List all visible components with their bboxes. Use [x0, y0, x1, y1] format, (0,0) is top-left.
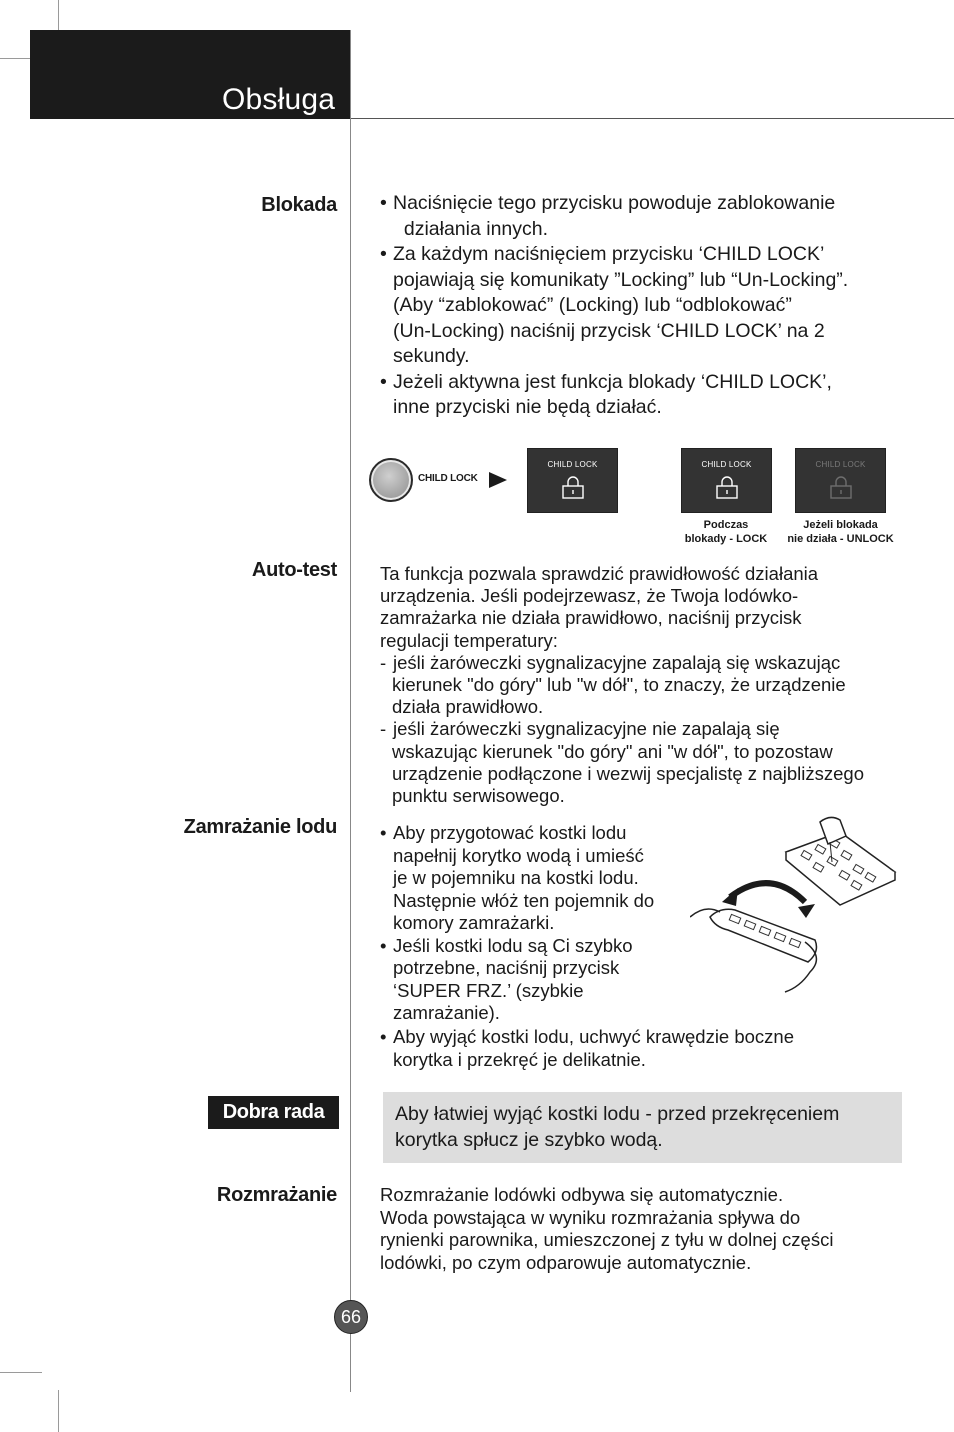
arrow-right-icon [489, 472, 507, 488]
ice-tray-illustration [690, 812, 900, 1002]
freezing-text-continued [380, 1026, 900, 1071]
list-item: • Za każdym naciśnięciem przycisku ‘CHILD LOCK’ pojawiają się komunikaty ”Locking” lub “Un-Locking”. (Aby “zablokować” (Locking) lub “odblokować” (Un-Locking) naciśnij przycisk ‘CHILD LOCK’ na 2 sekundy. [380, 243, 849, 367]
crop-mark [58, 1390, 59, 1432]
section-label-defrost: Rozmrażanie [216, 1184, 337, 1206]
page-number: 66 [334, 1300, 368, 1334]
defrost-text: Rozmrażanie lodówki odbywa się automatycznie. Woda powstająca w wyniku rozmrażania spływa do rynienki parownika, umieszczonej z tyłu w dolnej części lodówki, po czym odparowuje automatycznie. [380, 1184, 834, 1273]
page-title: Obsługa [222, 83, 336, 116]
section-label-tip: Dobra rada [208, 1096, 339, 1129]
section-label-freezing: Zamrażanie lodu [183, 816, 337, 838]
padlock-icon [828, 474, 854, 500]
panel-label: CHILD LOCK [701, 460, 752, 469]
tip-text: Aby łatwiej wyjąć kostki lodu - przed przekręceniem korytka spłucz je szybko wodą. [395, 1103, 840, 1151]
list-item: • Naciśnięcie tego przycisku powoduje zablokowanie działania innych. [380, 192, 836, 240]
list-item: • Jeżeli aktywna jest funkcja blokady ‘CHILD LOCK’, inne przyciski nie będą działać. [380, 370, 832, 418]
tip-box [383, 1092, 902, 1163]
blokada-text [380, 191, 900, 421]
list-item: • Jeśli kostki lodu są Ci szybko potrzebne, naciśnij przycisk ‘SUPER FRZ.’ (szybkie zamrażanie). [380, 934, 633, 1023]
list-item: - jeśli żaróweczki sygnalizacyjne zapalają się wskazując kierunek "do góry" lub "w dół", to znaczy, że urządzenie działa prawidłowo. [380, 651, 846, 718]
panel-label: CHILD LOCK [815, 460, 866, 469]
crop-mark [0, 1372, 42, 1373]
child-lock-panel-unlocked [795, 448, 886, 513]
caption-unlock: Jeżeli blokada nie działa - UNLOCK [787, 519, 894, 545]
list-item: • Aby wyjąć kostki lodu, uchwyć krawędzie boczne korytka i przekręć je delikatnie. [380, 1026, 795, 1070]
child-lock-knob [369, 458, 413, 502]
list-item: • Aby przygotować kostki lodu napełnij korytko wodą i umieść je w pojemniku na kostki lodu. Następnie włóż ten pojemnik do komory zamrażarki. [380, 822, 655, 933]
list-item: - jeśli żaróweczki sygnalizacyjne nie zapalają się wskazując kierunek "do góry" ani "w dół", to pozostaw urządzenie podłączone i wezwij specjalistę z najbliższego punktu serwisowego. [380, 718, 865, 807]
caption-lock: Podczas blokady - LOCK [684, 519, 768, 545]
crop-mark [58, 0, 59, 30]
crop-mark [0, 58, 30, 59]
header-rule [351, 118, 954, 119]
knob-label: CHILD LOCK [418, 473, 478, 484]
child-lock-panel [527, 448, 618, 513]
autotest-text: Ta funkcja pozwala sprawdzić prawidłowość działania urządzenia. Jeśli podejrzewasz, że Twoja lodówko- zamrażarka nie działa prawidłowo, naciśnij przycisk regulacji temperatury: - jeśli żaróweczki sygnalizacyjne zapalają się wskazując kierunek "do góry" lub "w dół", to znaczy, że urządzenie działa prawidłowo. - jeśli żaróweczki sygnalizacyjne nie zapalają się wskazując kierunek "do góry" ani "w dół", to pozostaw urządzenie podłączone i wezwij specjalistę z najbliższego punktu serwisowego. [380, 563, 920, 807]
column-divider [350, 30, 351, 1392]
section-label-autotest: Auto-test [251, 559, 337, 581]
padlock-icon [714, 474, 740, 500]
panel-label: CHILD LOCK [547, 460, 598, 469]
padlock-icon [560, 474, 586, 500]
child-lock-panel-locked [681, 448, 772, 513]
section-label-blokada: Blokada [261, 194, 337, 216]
